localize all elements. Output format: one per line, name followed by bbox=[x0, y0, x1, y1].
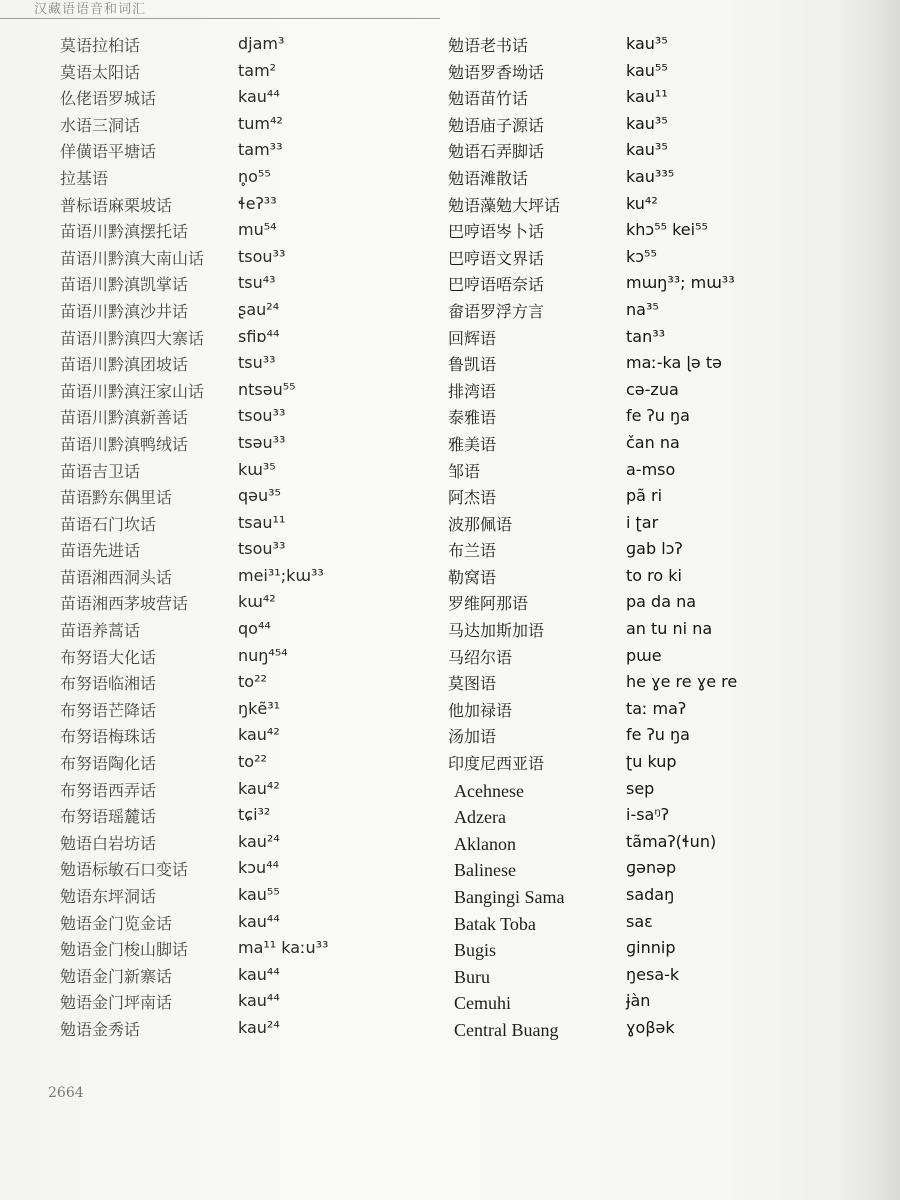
language-name: 苗语养蒿话 bbox=[60, 621, 141, 641]
language-name: 布努语西弄话 bbox=[60, 780, 157, 800]
language-name: 苗语川黔滇团坡话 bbox=[60, 355, 189, 375]
entry-row bbox=[448, 245, 828, 272]
word-form: kɔ⁵⁵ bbox=[626, 246, 657, 266]
word-form: sadaŋ bbox=[626, 885, 675, 904]
word-form: kau⁴⁴ bbox=[238, 911, 280, 931]
language-name: Adzera bbox=[454, 807, 506, 828]
language-name: 勉语标敏石口变话 bbox=[60, 860, 189, 880]
word-form: tsou³³ bbox=[238, 539, 286, 559]
entry-row bbox=[60, 32, 390, 59]
language-name: 邹语 bbox=[448, 461, 481, 481]
language-name: 拉基语 bbox=[60, 168, 109, 188]
word-form: ɣoβək bbox=[626, 1017, 675, 1037]
language-name: 苗语黔东偶里话 bbox=[60, 488, 173, 508]
language-name: 苗语吉卫话 bbox=[60, 461, 141, 481]
entry-row bbox=[60, 803, 390, 830]
word-form: n̥o⁵⁵ bbox=[238, 166, 271, 186]
entry-row bbox=[448, 723, 828, 750]
word-form: to²² bbox=[238, 752, 267, 772]
entry-row bbox=[60, 963, 390, 990]
word-form: kau²⁴ bbox=[238, 1017, 280, 1037]
word-form: qo⁴⁴ bbox=[238, 619, 271, 639]
word-form: na³⁵ bbox=[626, 299, 659, 319]
entry-row bbox=[60, 351, 390, 378]
language-name: 普标语麻栗坡话 bbox=[60, 195, 173, 215]
language-name: 印度尼西亚语 bbox=[448, 754, 545, 774]
language-name: 阿杰语 bbox=[448, 488, 497, 508]
word-form: kau¹¹ bbox=[626, 87, 668, 107]
entry-row bbox=[60, 883, 390, 910]
language-name: 勉语滩散话 bbox=[448, 168, 529, 188]
entry-row bbox=[60, 165, 390, 192]
language-name: 波那佩语 bbox=[448, 514, 513, 534]
running-header-bar bbox=[0, 0, 440, 19]
entry-row bbox=[448, 697, 828, 724]
language-name: 苗语川黔滇沙井话 bbox=[60, 301, 189, 321]
entry-row bbox=[60, 617, 390, 644]
word-form: pɯe bbox=[626, 645, 662, 665]
entry-row bbox=[60, 271, 390, 298]
word-form: taː maʔ bbox=[626, 698, 687, 718]
language-name: 仫佬语罗城话 bbox=[60, 89, 157, 109]
word-form: kau³⁵ bbox=[626, 113, 668, 133]
language-name: Bangingi Sama bbox=[454, 887, 565, 907]
language-name: 苗语川黔滇摆托话 bbox=[60, 222, 189, 242]
language-name: 布努语芒降话 bbox=[60, 700, 157, 720]
language-name: 巴哼语文界话 bbox=[448, 248, 545, 268]
entry-row bbox=[60, 85, 390, 112]
entry-row bbox=[60, 670, 390, 697]
entry-row bbox=[448, 431, 828, 458]
entry-row bbox=[448, 670, 828, 697]
word-form: saɛ bbox=[626, 911, 653, 931]
entry-row bbox=[60, 856, 390, 883]
word-form: ɬeʔ³³ bbox=[238, 193, 277, 213]
entry-row bbox=[448, 192, 828, 219]
language-name: 布努语梅珠话 bbox=[60, 727, 157, 747]
language-name: 巴哼语唔奈话 bbox=[448, 275, 545, 295]
word-form: ʂau²⁴ bbox=[238, 299, 280, 319]
language-name: 布兰语 bbox=[448, 541, 497, 561]
language-name: 马绍尔语 bbox=[448, 647, 513, 667]
language-name: 排湾语 bbox=[448, 381, 497, 401]
language-name: 雅美语 bbox=[448, 434, 497, 454]
entry-row bbox=[448, 484, 828, 511]
word-form: tãmaʔ(ɬun) bbox=[626, 831, 717, 851]
language-name: 勉语老书话 bbox=[448, 36, 529, 55]
word-form: tam³³ bbox=[238, 140, 283, 160]
word-form: khɔ⁵⁵ kei⁵⁵ bbox=[626, 220, 708, 240]
word-form: čan na bbox=[626, 432, 680, 452]
language-name: 苗语先进话 bbox=[60, 541, 141, 561]
word-form: kɯ⁴² bbox=[238, 592, 276, 612]
language-name: 汤加语 bbox=[448, 727, 497, 747]
word-form: i-saᵑʔ bbox=[626, 805, 670, 825]
language-name: 苗语川黔滇凯掌话 bbox=[60, 275, 189, 295]
language-name: 莫图语 bbox=[448, 674, 497, 694]
language-name: 泰雅语 bbox=[448, 408, 497, 428]
language-name: 勉语罗香坳话 bbox=[448, 62, 545, 82]
word-form: ma¹¹ kaːu³³ bbox=[238, 938, 329, 958]
entry-row bbox=[448, 564, 828, 591]
word-form: qəu³⁵ bbox=[238, 486, 281, 506]
entry-row bbox=[448, 777, 828, 804]
entry-row bbox=[60, 697, 390, 724]
language-name: Acehnese bbox=[454, 780, 524, 801]
entry-row bbox=[448, 32, 828, 59]
entry-row bbox=[60, 298, 390, 325]
word-form: ŋesa-k bbox=[626, 964, 680, 984]
language-name: Buru bbox=[454, 966, 490, 987]
word-form: he ɣe re ɣe re bbox=[626, 672, 738, 692]
word-form: kau³⁵ bbox=[626, 140, 668, 160]
language-name: 罗维阿那语 bbox=[448, 594, 529, 614]
word-form: mei³¹;kɯ³³ bbox=[238, 565, 324, 585]
entry-row bbox=[60, 590, 390, 617]
word-form: ɡinnip bbox=[626, 938, 676, 958]
entry-row bbox=[448, 298, 828, 325]
entry-row bbox=[448, 830, 828, 857]
word-form: fe ʔu ŋa bbox=[626, 406, 690, 426]
word-form: sfiɒ⁴⁴ bbox=[238, 326, 280, 346]
language-name: Central Buang bbox=[454, 1019, 559, 1040]
language-name: 苗语川黔滇新善话 bbox=[60, 408, 189, 428]
language-name: 勉语金门览金话 bbox=[60, 913, 173, 933]
entry-row bbox=[448, 910, 828, 937]
word-form: mɯŋ³³; mɯ³³ bbox=[626, 273, 735, 293]
language-name: 回辉语 bbox=[448, 328, 497, 348]
word-form: kau⁵⁵ bbox=[626, 60, 668, 80]
left-column bbox=[60, 32, 390, 1043]
language-name: 鲁凯语 bbox=[448, 355, 497, 375]
language-name: 勉语藻勉大坪话 bbox=[448, 195, 561, 215]
word-form: ɉàn bbox=[626, 991, 651, 1011]
language-name: 苗语湘西茅坡营话 bbox=[60, 594, 189, 614]
entry-row bbox=[60, 431, 390, 458]
word-form: ʈu kup bbox=[626, 752, 677, 772]
entry-row bbox=[60, 325, 390, 352]
entry-row bbox=[60, 723, 390, 750]
language-name: Batak Toba bbox=[454, 913, 536, 934]
entry-row bbox=[60, 192, 390, 219]
entry-row bbox=[60, 511, 390, 538]
page-number: 2664 bbox=[48, 1085, 84, 1101]
language-name: 佯僙语平塘话 bbox=[60, 142, 157, 162]
entry-row bbox=[60, 404, 390, 431]
entry-row bbox=[60, 564, 390, 591]
entry-row bbox=[60, 378, 390, 405]
right-column bbox=[448, 32, 828, 1043]
entry-row bbox=[60, 484, 390, 511]
language-name: 勉语白岩坊话 bbox=[60, 833, 157, 853]
word-form: tsəu³³ bbox=[238, 432, 286, 452]
language-name: 勉语石弄脚话 bbox=[448, 142, 545, 162]
language-name: 苗语川黔滇鸭绒话 bbox=[60, 434, 189, 454]
word-form: nuŋ⁴⁵⁴ bbox=[238, 645, 288, 665]
word-form: tam² bbox=[238, 60, 277, 80]
entry-row bbox=[60, 59, 390, 86]
word-form: pa da na bbox=[626, 592, 697, 612]
word-form: tum⁴² bbox=[238, 113, 283, 133]
entry-row bbox=[448, 989, 828, 1016]
word-form: ntsəu⁵⁵ bbox=[238, 379, 296, 399]
word-form: kau³³⁵ bbox=[626, 166, 675, 186]
word-form: kau⁴² bbox=[238, 778, 280, 798]
entry-row bbox=[448, 537, 828, 564]
entry-row bbox=[60, 1016, 390, 1043]
language-name: 勉语金秀话 bbox=[60, 1019, 141, 1039]
word-form: ɡab lɔʔ bbox=[626, 539, 683, 559]
entry-row bbox=[60, 644, 390, 671]
language-name: 苗语川黔滇大南山话 bbox=[60, 248, 205, 268]
language-name: Cemuhi bbox=[454, 993, 511, 1014]
word-form: i ʈar bbox=[626, 512, 659, 532]
entry-row bbox=[448, 803, 828, 830]
language-name: Balinese bbox=[454, 860, 516, 881]
word-form: kau²⁴ bbox=[238, 831, 280, 851]
entry-row bbox=[448, 165, 828, 192]
word-form: kau⁵⁵ bbox=[238, 885, 280, 904]
word-form: tan³³ bbox=[626, 326, 666, 346]
entry-row bbox=[448, 112, 828, 139]
language-name: 莫语太阳话 bbox=[60, 62, 141, 82]
word-form: tsou³³ bbox=[238, 406, 286, 426]
entry-row bbox=[448, 325, 828, 352]
word-form: mu⁵⁴ bbox=[238, 220, 277, 240]
language-name: 畲语罗浮方言 bbox=[448, 301, 545, 321]
word-form: kau⁴⁴ bbox=[238, 964, 280, 984]
word-form: kau³⁵ bbox=[626, 34, 668, 53]
language-name: 布努语陶化话 bbox=[60, 754, 157, 774]
word-form: tɕi³² bbox=[238, 805, 271, 825]
language-name: 勉语庙子源话 bbox=[448, 115, 545, 135]
entry-row bbox=[60, 830, 390, 857]
entry-row bbox=[448, 963, 828, 990]
word-form: maː-ka ɭə tə bbox=[626, 353, 722, 373]
page-edge-shadow bbox=[840, 0, 900, 1200]
entry-row bbox=[448, 458, 828, 485]
language-name: 莫语拉桕话 bbox=[60, 36, 141, 55]
entry-row bbox=[448, 218, 828, 245]
entry-row bbox=[448, 1016, 828, 1043]
entry-row bbox=[448, 271, 828, 298]
language-name: 勒窝语 bbox=[448, 567, 497, 587]
word-form: tsou³³ bbox=[238, 246, 286, 266]
language-name: 苗语川黔滇汪家山话 bbox=[60, 381, 205, 401]
language-name: 马达加斯加语 bbox=[448, 621, 545, 641]
entry-row bbox=[448, 351, 828, 378]
entry-row bbox=[448, 590, 828, 617]
word-form: sep bbox=[626, 778, 655, 798]
entry-row bbox=[448, 750, 828, 777]
entry-row bbox=[448, 936, 828, 963]
word-form: tsu³³ bbox=[238, 353, 276, 373]
entry-row bbox=[448, 378, 828, 405]
word-form: ŋkẽ³¹ bbox=[238, 698, 281, 718]
word-form: kɯ³⁵ bbox=[238, 459, 276, 479]
language-name: 勉语东坪洞话 bbox=[60, 887, 157, 906]
word-form: fe ʔu ŋa bbox=[626, 725, 690, 745]
entry-row bbox=[60, 537, 390, 564]
word-form: ɡənəp bbox=[626, 858, 677, 878]
entry-row bbox=[448, 617, 828, 644]
language-name: 苗语石门坎话 bbox=[60, 514, 157, 534]
language-name: 布努语临湘话 bbox=[60, 674, 157, 694]
word-form: ku⁴² bbox=[626, 193, 658, 213]
word-form: kau⁴⁴ bbox=[238, 87, 280, 107]
entry-row bbox=[448, 85, 828, 112]
word-form: to ro ki bbox=[626, 565, 682, 585]
language-name: 苗语川黔滇四大寨话 bbox=[60, 328, 205, 348]
entry-row bbox=[60, 777, 390, 804]
word-form: to²² bbox=[238, 672, 267, 692]
entry-row bbox=[60, 936, 390, 963]
word-form: kau⁴² bbox=[238, 725, 280, 745]
entry-row bbox=[60, 458, 390, 485]
word-form: kɔu⁴⁴ bbox=[238, 858, 280, 878]
word-form: an tu ni na bbox=[626, 619, 713, 639]
word-form: a-mso bbox=[626, 459, 676, 479]
word-form: tsau¹¹ bbox=[238, 512, 286, 532]
entry-row bbox=[448, 883, 828, 910]
entry-row bbox=[60, 112, 390, 139]
language-name: 勉语金门坪南话 bbox=[60, 993, 173, 1013]
word-form: cə-zua bbox=[626, 379, 679, 399]
entry-row bbox=[60, 138, 390, 165]
language-name: 水语三洞话 bbox=[60, 115, 141, 135]
language-name: 勉语金门梭山脚话 bbox=[60, 940, 189, 960]
language-name: 他加禄语 bbox=[448, 700, 513, 720]
language-name: 布努语瑶麓话 bbox=[60, 807, 157, 827]
language-name: 勉语苗竹话 bbox=[448, 89, 529, 109]
entry-row bbox=[448, 404, 828, 431]
entry-row bbox=[60, 750, 390, 777]
word-form: tsu⁴³ bbox=[238, 273, 276, 293]
entry-row bbox=[60, 245, 390, 272]
entry-row bbox=[448, 138, 828, 165]
language-name: Bugis bbox=[454, 940, 497, 961]
language-name: 巴哼语岑卜话 bbox=[448, 222, 545, 242]
entry-row bbox=[448, 59, 828, 86]
entry-row bbox=[60, 910, 390, 937]
language-name: 苗语湘西洞头话 bbox=[60, 567, 173, 587]
entry-row bbox=[448, 644, 828, 671]
word-form: djam³ bbox=[238, 34, 285, 53]
language-name: Aklanon bbox=[454, 833, 516, 854]
entry-row bbox=[60, 218, 390, 245]
word-form: pã ri bbox=[626, 486, 663, 506]
language-name: 布努语大化话 bbox=[60, 647, 157, 667]
entry-row bbox=[448, 511, 828, 538]
language-name: 勉语金门新寨话 bbox=[60, 966, 173, 986]
word-form: kau⁴⁴ bbox=[238, 991, 280, 1011]
entry-row bbox=[60, 989, 390, 1016]
entry-row bbox=[448, 856, 828, 883]
running-header: 汉藏语语音和词汇 bbox=[34, 2, 147, 17]
